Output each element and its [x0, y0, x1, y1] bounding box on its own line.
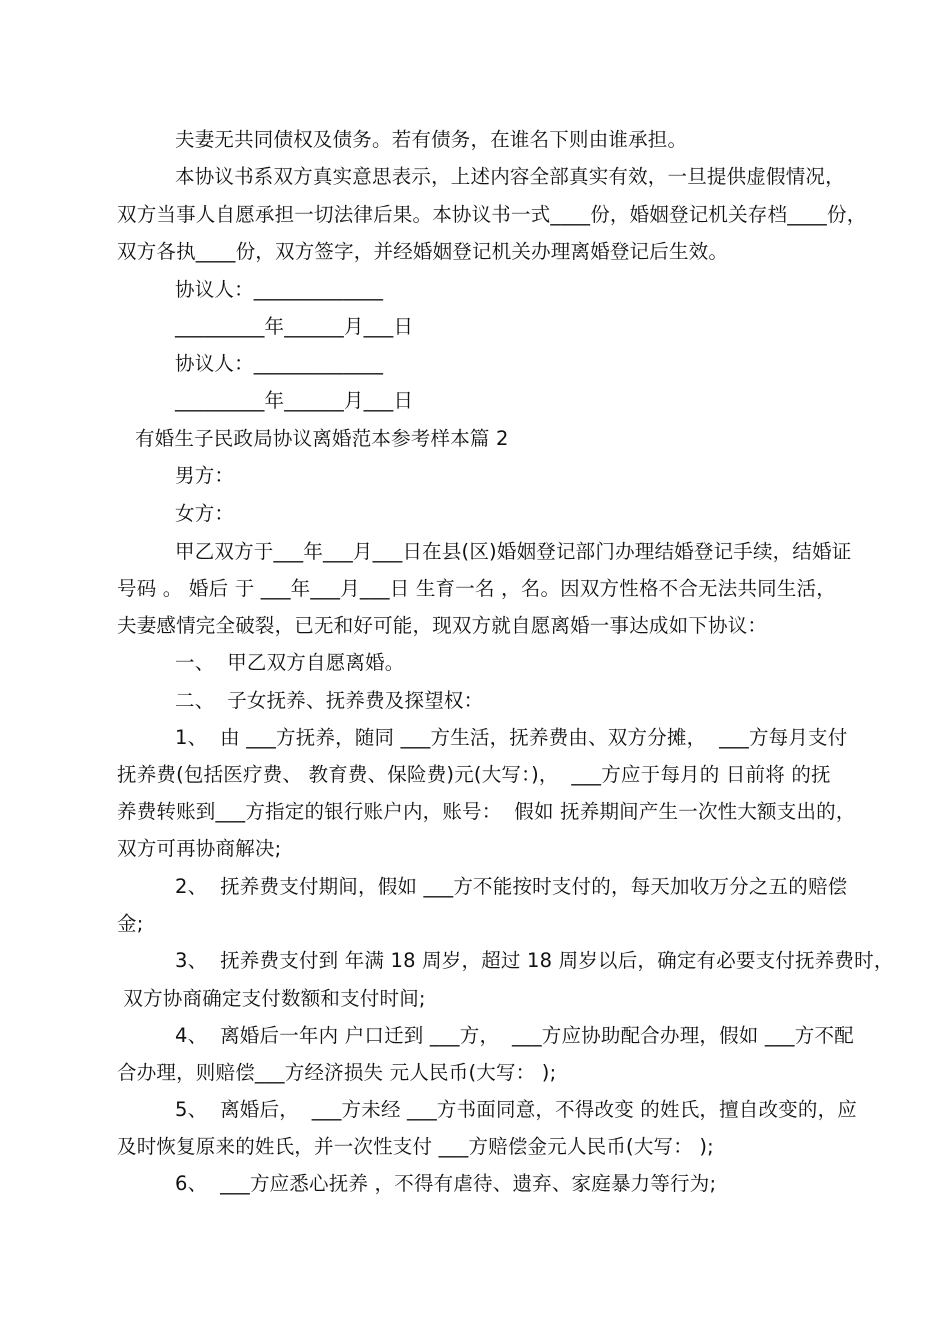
- date-line-2: _________年______月___日: [175, 389, 414, 412]
- item-3-line-2: 双方协商确定支付数额和支付时间;: [117, 987, 426, 1010]
- item-6-line-1: 6、 ___方应悉心抚养 ，不得有虐待、遗弃、家庭暴力等行为;: [175, 1172, 717, 1195]
- text-line-marriage-registration: 甲乙双方于___年___月___日在县(区)婚姻登记部门办理结婚登记手续，结婚证: [175, 540, 852, 563]
- section-heading: 有婚生子民政局协议离婚范本参考样本篇 2: [135, 427, 509, 450]
- item-2-line-2: 金;: [117, 912, 144, 935]
- text-line-declaration: 本协议书系双方真实意思表示，上述内容全部真实有效，一旦提供虚假情况，: [175, 165, 845, 188]
- date-line-1: _________年______月___日: [175, 315, 414, 338]
- item-1-line-2: 抚养费(包括医疗费、 教育费、保险费)元(大写：)， ___方应于每月的 日前将 的抚: [117, 763, 831, 786]
- text-line-child-birth: 号码 。 婚后 于 ___年___月___日 生育一名 ，名。因双方性格不合无法共同生活，: [117, 577, 836, 600]
- text-line-agreement-intro: 夫妻感情完全破裂，已无和好可能，现双方就自愿离婚一事达成如下协议：: [117, 614, 768, 637]
- item-3-line-1: 3、 抚养费支付到 年满 18 周岁，超过 18 周岁以后，确定有必要支付抚养费时，: [175, 949, 894, 972]
- item-1-line-3: 养费转账到___方指定的银行账户内，账号： 假如 抚养期间产生一次性大额支出的，: [117, 800, 856, 823]
- item-5-line-2: 及时恢复原来的姓氏，并一次性支付 ___方赔偿金元人民币(大写： );: [117, 1135, 714, 1158]
- item-5-line-1: 5、 离婚后， ___方未经 ___方书面同意，不得改变 的姓氏，擅自改变的，应: [175, 1098, 857, 1121]
- item-2-line-1: 2、 抚养费支付期间，假如 ___方不能按时支付的，每天加收万分之五的赔偿: [175, 875, 848, 898]
- female-party-label: 女方：: [175, 502, 235, 525]
- signatory-line-1: 协议人：_____________: [175, 278, 384, 301]
- signatory-line-2: 协议人：_____________: [175, 352, 384, 375]
- male-party-label: 男方：: [175, 464, 235, 487]
- text-line-legal-consequences: 双方当事人自愿承担一切法律后果。本协议书一式____份，婚姻登记机关存档____份，: [117, 203, 867, 226]
- clause-2-heading: 二、 子女抚养、抚养费及探望权：: [175, 689, 484, 712]
- item-1-line-1: 1、 由 ___方抚养，随同 ___方生活，抚养费由、双方分摊， ___方每月支付: [175, 726, 848, 749]
- text-line-copies-effective: 双方各执____份，双方签字，并经婚姻登记机关办理离婚登记后生效。: [117, 240, 729, 263]
- clause-1: 一、 甲乙双方自愿离婚。: [175, 651, 405, 674]
- text-line-debts: 夫妻无共同债权及债务。若有债务，在谁名下则由谁承担。: [175, 128, 688, 151]
- item-4-line-2: 合办理，则赔偿___方经济损失 元人民币(大写： );: [117, 1061, 557, 1084]
- item-1-line-4: 双方可再协商解决;: [117, 837, 282, 860]
- item-4-line-1: 4、 离婚后一年内 户口迁到 ___方， ___方应协助配合办理，假如 ___方不配: [175, 1024, 854, 1047]
